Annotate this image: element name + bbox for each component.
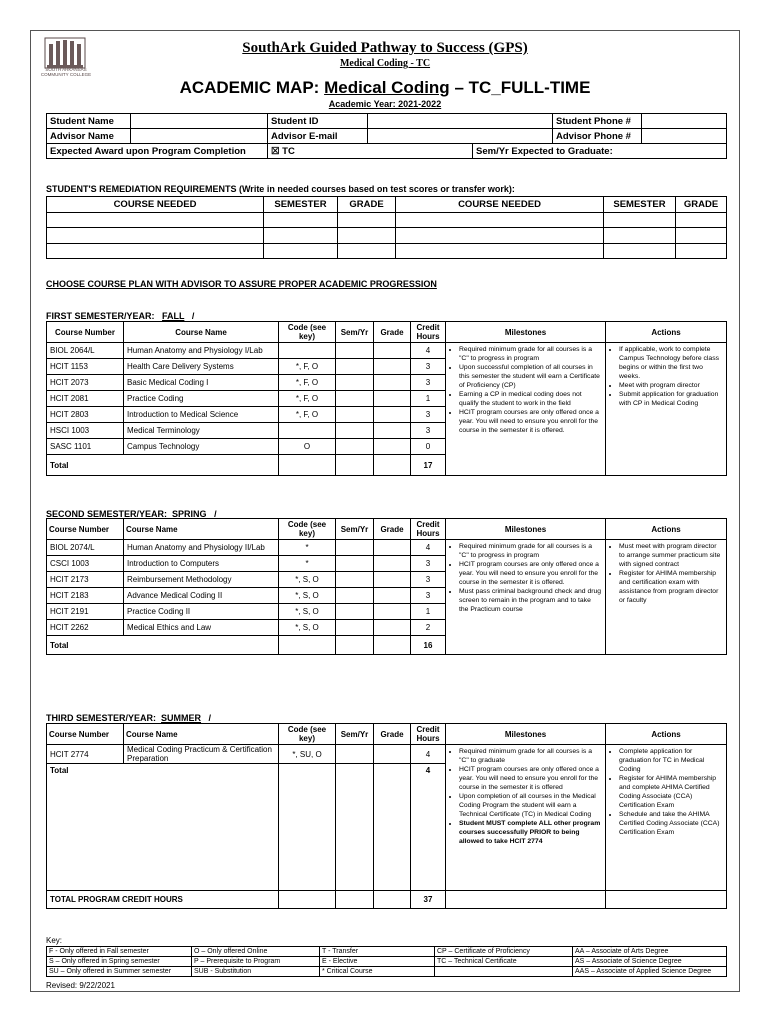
milestone-item: • HCIT program courses are only offered once a year. You will need to ensure you enroll for the course in the semester it is offered <box>459 765 602 792</box>
milestone-item: • Upon successful completion of all courses in this semester the student will earn a Certificate of Proficiency (CP) <box>459 363 602 390</box>
sem-yr-field[interactable] <box>336 540 374 556</box>
total-hours: 17 <box>411 455 446 476</box>
academic-year: Academic Year: 2021-2022 <box>328 99 442 109</box>
grade-field[interactable] <box>374 556 411 572</box>
table-header-row <box>47 724 727 745</box>
credit-hours: 3 <box>411 572 446 588</box>
course-code: *, S, O <box>279 620 336 636</box>
course-name: Basic Medical Coding I <box>124 375 279 391</box>
sem-yr-field[interactable] <box>336 745 374 764</box>
col-grade: Grade <box>374 519 411 540</box>
col-grade: Grade <box>374 724 411 745</box>
course-number: BIOL 2064/L <box>47 343 124 359</box>
course-name: Medical Coding Practicum & Certification Preparation <box>124 745 279 764</box>
student-id-label: Student ID <box>268 114 368 129</box>
milestone-item: • Required minimum grade for all courses is a "C" to graduate <box>459 747 602 765</box>
col-actions: Actions <box>606 322 727 343</box>
credit-hours: 3 <box>411 423 446 439</box>
sem2-slash: / <box>214 509 217 519</box>
col-milestones: Milestones <box>446 322 606 343</box>
key-cell: P – Prerequisite to Program <box>192 957 320 967</box>
sem-yr-field[interactable] <box>336 375 374 391</box>
col-course-name: Course Name <box>124 724 279 745</box>
student-phone-label: Student Phone # <box>553 114 642 129</box>
col-grade: Grade <box>374 322 411 343</box>
milestone-item: • HCIT program courses are only offered once a year. You will need to ensure you enroll for the course in the semester it is offered. <box>459 560 602 587</box>
key-cell: SU – Only offered in Summer semester <box>47 967 192 977</box>
table-row <box>47 947 727 957</box>
table-row <box>47 129 727 144</box>
key-cell: E - Elective <box>320 957 435 967</box>
grade-field[interactable] <box>374 439 411 455</box>
course-code <box>279 423 336 439</box>
key-table <box>46 946 727 977</box>
sem-yr-field[interactable] <box>336 423 374 439</box>
course-number: HCIT 2173 <box>47 572 124 588</box>
key-cell: SUB - Substitution <box>192 967 320 977</box>
course-number: HCIT 1153 <box>47 359 124 375</box>
sem3-label: THIRD SEMESTER/YEAR: <box>46 713 157 723</box>
grade-field[interactable] <box>374 572 411 588</box>
grade-field[interactable] <box>374 391 411 407</box>
course-name: Human Anatomy and Physiology I/Lab <box>124 343 279 359</box>
credit-hours: 4 <box>411 745 446 764</box>
key-cell: T - Transfer <box>320 947 435 957</box>
course-code: *, F, O <box>279 391 336 407</box>
sem-yr-field[interactable] <box>336 572 374 588</box>
grade-field[interactable] <box>374 359 411 375</box>
sem-yr-field[interactable] <box>336 343 374 359</box>
course-code <box>279 343 336 359</box>
key-cell: O – Only offered Online <box>192 947 320 957</box>
table-header-row <box>47 322 727 343</box>
program-total-label: TOTAL PROGRAM CREDIT HOURS <box>47 891 279 909</box>
course-name: Medical Terminology <box>124 423 279 439</box>
key-cell: F - Only offered in Fall semester <box>47 947 192 957</box>
course-number: SASC 1101 <box>47 439 124 455</box>
sem-yr-field[interactable] <box>336 407 374 423</box>
credit-hours: 2 <box>411 620 446 636</box>
milestone-item: • Student MUST complete ALL other program courses successfully PRIOR to being allowed to take HCIT 2774 <box>459 819 602 846</box>
key-cell: AS – Associate of Science Degree <box>573 957 727 967</box>
total-label: Total <box>47 764 279 891</box>
table-row <box>47 967 727 977</box>
course-code: *, F, O <box>279 375 336 391</box>
program-total-row <box>47 891 727 909</box>
sem1-label: FIRST SEMESTER/YEAR: <box>46 311 155 321</box>
student-name-label: Student Name <box>47 114 131 129</box>
table-row[interactable] <box>47 243 727 259</box>
table-row <box>47 957 727 967</box>
sem2-term: SPRING <box>172 509 207 519</box>
action-item: • If applicable, work to complete Campus Technology before class begins or within the first two weeks. <box>619 345 723 381</box>
table-header-row <box>47 519 727 540</box>
sem-yr-expected-label: Sem/Yr Expected to Graduate: <box>473 144 727 159</box>
student-info-table <box>46 113 727 159</box>
course-name: Human Anatomy and Physiology II/Lab <box>124 540 279 556</box>
col-course-number: Course Number <box>47 519 124 540</box>
course-name: Medical Ethics and Law <box>124 620 279 636</box>
sem2-label: SECOND SEMESTER/YEAR: <box>46 509 168 519</box>
table-row[interactable] <box>47 228 727 244</box>
academic-map-heading <box>31 78 739 98</box>
col-code: Code (see key) <box>279 724 336 745</box>
sem-yr-field[interactable] <box>336 391 374 407</box>
course-code: *, F, O <box>279 359 336 375</box>
advisor-email-label: Advisor E-mail <box>268 129 368 144</box>
key-cell <box>435 967 573 977</box>
total-hours: 16 <box>411 636 446 655</box>
credit-hours: 1 <box>411 391 446 407</box>
revised-date: Revised: 9/22/2021 <box>46 981 115 990</box>
sem3-term: SUMMER <box>161 713 202 723</box>
course-code: *, F, O <box>279 407 336 423</box>
credit-hours: 3 <box>411 588 446 604</box>
key-cell: AA – Associate of Arts Degree <box>573 947 727 957</box>
col-course-needed-2: COURSE NEEDED <box>396 197 604 213</box>
key-cell: * Critical Course <box>320 967 435 977</box>
award-tc-checkbox[interactable]: ☒ TC <box>268 144 473 159</box>
key-cell: AAS – Associate of Applied Science Degree <box>573 967 727 977</box>
sem2-milestones <box>446 540 606 655</box>
advisor-name-field[interactable] <box>131 129 268 144</box>
advisor-name-label: Advisor Name <box>47 129 131 144</box>
sem3-course-table <box>46 723 727 909</box>
advisor-phone-field[interactable] <box>642 129 727 144</box>
sem3-heading <box>46 713 211 723</box>
sem1-term: FALL <box>162 311 185 321</box>
col-course-needed: COURSE NEEDED <box>47 197 264 213</box>
credit-hours: 3 <box>411 407 446 423</box>
map-program: Medical Coding <box>324 78 450 97</box>
grade-field[interactable] <box>374 604 411 620</box>
credit-hours: 3 <box>411 359 446 375</box>
action-item: • Register for AHIMA membership and certification exam with assistance from program director or faculty <box>619 569 723 605</box>
grade-field[interactable] <box>374 588 411 604</box>
course-number: HCIT 2262 <box>47 620 124 636</box>
sem-yr-field[interactable] <box>336 620 374 636</box>
grade-field[interactable] <box>374 375 411 391</box>
col-sem-yr: Sem/Yr <box>336 322 374 343</box>
action-item: • Submit application for graduation with CP in Medical Coding <box>619 390 723 408</box>
col-credit-hours: Credit Hours <box>411 519 446 540</box>
course-code: *, S, O <box>279 604 336 620</box>
course-code: O <box>279 439 336 455</box>
col-course-number: Course Number <box>47 724 124 745</box>
sem-yr-field[interactable] <box>336 588 374 604</box>
credit-hours: 0 <box>411 439 446 455</box>
milestone-item: • Required minimum grade for all courses is a "C" to progress in program <box>459 345 602 363</box>
milestone-item: • Earning a CP in medical coding does not qualify the student to work in the field <box>459 390 602 408</box>
course-name: Advance Medical Coding II <box>124 588 279 604</box>
col-actions: Actions <box>606 519 727 540</box>
course-name: Reimbursement Methodology <box>124 572 279 588</box>
col-code: Code (see key) <box>279 322 336 343</box>
advisor-email-field[interactable] <box>368 129 553 144</box>
col-sem-yr: Sem/Yr <box>336 724 374 745</box>
sem2-actions <box>606 540 727 655</box>
doc-title: SouthArk Guided Pathway to Success (GPS) <box>242 40 528 56</box>
total-label: Total <box>47 636 279 655</box>
sem1-milestones <box>446 343 606 476</box>
col-credit-hours: Credit Hours <box>411 724 446 745</box>
course-number: HCIT 2191 <box>47 604 124 620</box>
course-name: Practice Coding II <box>124 604 279 620</box>
program-total-hours: 37 <box>411 891 446 909</box>
col-code: Code (see key) <box>279 519 336 540</box>
expected-award-label: Expected Award upon Program Completion <box>47 144 268 159</box>
table-row <box>47 745 727 764</box>
table-row <box>47 144 727 159</box>
grade-field[interactable] <box>374 540 411 556</box>
milestone-item: • HCIT program courses are only offered once a year. You will need to ensure you enroll for the course in the semester it is offered. <box>459 408 602 435</box>
action-item: • Must meet with program director to arrange summer practicum site with signed contract <box>619 542 723 569</box>
course-number: CSCI 1003 <box>47 556 124 572</box>
course-name: Introduction to Medical Science <box>124 407 279 423</box>
grade-field[interactable] <box>374 745 411 764</box>
sem1-actions <box>606 343 727 476</box>
credit-hours: 4 <box>411 343 446 359</box>
action-item: • Register for AHIMA membership and complete AHIMA Certified Coding Associate (CCA) Certification Exam <box>619 774 723 810</box>
student-id-field[interactable] <box>368 114 553 129</box>
student-name-field[interactable] <box>131 114 268 129</box>
col-grade: GRADE <box>338 197 396 213</box>
table-header-row <box>47 197 727 213</box>
col-credit-hours: Credit Hours <box>411 322 446 343</box>
table-row <box>47 540 727 556</box>
milestone-item: • Required minimum grade for all courses is a "C" to progress in program <box>459 542 602 560</box>
credit-hours: 3 <box>411 556 446 572</box>
course-code: * <box>279 540 336 556</box>
course-name: Campus Technology <box>124 439 279 455</box>
sem3-slash: / <box>208 713 212 723</box>
table-row <box>47 343 727 359</box>
key-label: Key: <box>46 936 63 945</box>
course-number: HCIT 2073 <box>47 375 124 391</box>
col-semester-2: SEMESTER <box>604 197 676 213</box>
doc-subtitle: Medical Coding - TC <box>339 58 431 69</box>
remediation-table <box>46 196 727 259</box>
sem3-actions <box>606 745 727 891</box>
course-number: HCIT 2081 <box>47 391 124 407</box>
course-number: HCIT 2803 <box>47 407 124 423</box>
grade-field[interactable] <box>374 620 411 636</box>
col-course-name: Course Name <box>124 322 279 343</box>
col-sem-yr: Sem/Yr <box>336 519 374 540</box>
sem2-course-table <box>46 518 727 655</box>
col-milestones: Milestones <box>446 519 606 540</box>
total-label: Total <box>47 455 279 476</box>
table-row[interactable] <box>47 212 727 228</box>
academic-map-page <box>30 30 740 992</box>
total-hours: 4 <box>411 764 446 891</box>
key-cell: CP – Certificate of Proficiency <box>435 947 573 957</box>
action-item: • Complete application for graduation for TC in Medical Coding <box>619 747 723 774</box>
sem-yr-field[interactable] <box>336 439 374 455</box>
sem1-slash: / <box>191 311 195 321</box>
key-cell: S – Only offered in Spring semester <box>47 957 192 967</box>
map-prefix: ACADEMIC MAP: <box>179 78 320 97</box>
course-number: HCIT 2774 <box>47 745 124 764</box>
course-code: *, S, O <box>279 588 336 604</box>
credit-hours: 3 <box>411 375 446 391</box>
sem1-course-table <box>46 321 727 476</box>
col-grade-2: GRADE <box>676 197 727 213</box>
grade-field[interactable] <box>374 423 411 439</box>
course-name: Introduction to Computers <box>124 556 279 572</box>
sem3-milestones <box>446 745 606 891</box>
course-name: Practice Coding <box>124 391 279 407</box>
map-suffix: – TC_FULL-TIME <box>454 78 591 97</box>
advisor-phone-label: Advisor Phone # <box>553 129 642 144</box>
milestone-item: • Must pass criminal background check and drug screen to remain in the program and to take the Practicum course <box>459 587 602 614</box>
col-course-name: Course Name <box>124 519 279 540</box>
col-actions: Actions <box>606 724 727 745</box>
sem-yr-field[interactable] <box>336 556 374 572</box>
logo-text: SOUTH ARKANSAS COMMUNITY COLLEGE <box>40 67 92 77</box>
grade-field[interactable] <box>374 407 411 423</box>
student-phone-field[interactable] <box>642 114 727 129</box>
choose-plan-heading: CHOOSE COURSE PLAN WITH ADVISOR TO ASSURE PROPER ACADEMIC PROGRESSION <box>46 279 437 289</box>
course-number: HSCI 1003 <box>47 423 124 439</box>
table-row <box>47 114 727 129</box>
credit-hours: 1 <box>411 604 446 620</box>
action-item: • Schedule and take the AHIMA Certified Coding Associate (CCA) Certification Exam <box>619 810 723 837</box>
remediation-heading: STUDENT'S REMEDIATION REQUIREMENTS (Write in needed courses based on test scores or transfer work): <box>46 184 515 194</box>
action-item: • Meet with program director <box>619 381 723 390</box>
course-number: BIOL 2074/L <box>47 540 124 556</box>
col-semester: SEMESTER <box>264 197 338 213</box>
sem-yr-field[interactable] <box>336 604 374 620</box>
col-course-number: Course Number <box>47 322 124 343</box>
course-name: Health Care Delivery Systems <box>124 359 279 375</box>
grade-field[interactable] <box>374 343 411 359</box>
milestone-item: • Upon completion of all courses in the Medical Coding Program the student will earn a Technical Certificate (TC) in Medical Coding <box>459 792 602 819</box>
key-cell: TC – Technical Certificate <box>435 957 573 967</box>
sem-yr-field[interactable] <box>336 359 374 375</box>
course-code: *, SU, O <box>279 745 336 764</box>
course-code: * <box>279 556 336 572</box>
course-number: HCIT 2183 <box>47 588 124 604</box>
credit-hours: 4 <box>411 540 446 556</box>
sem1-heading <box>46 311 194 321</box>
course-code: *, S, O <box>279 572 336 588</box>
col-milestones: Milestones <box>446 724 606 745</box>
